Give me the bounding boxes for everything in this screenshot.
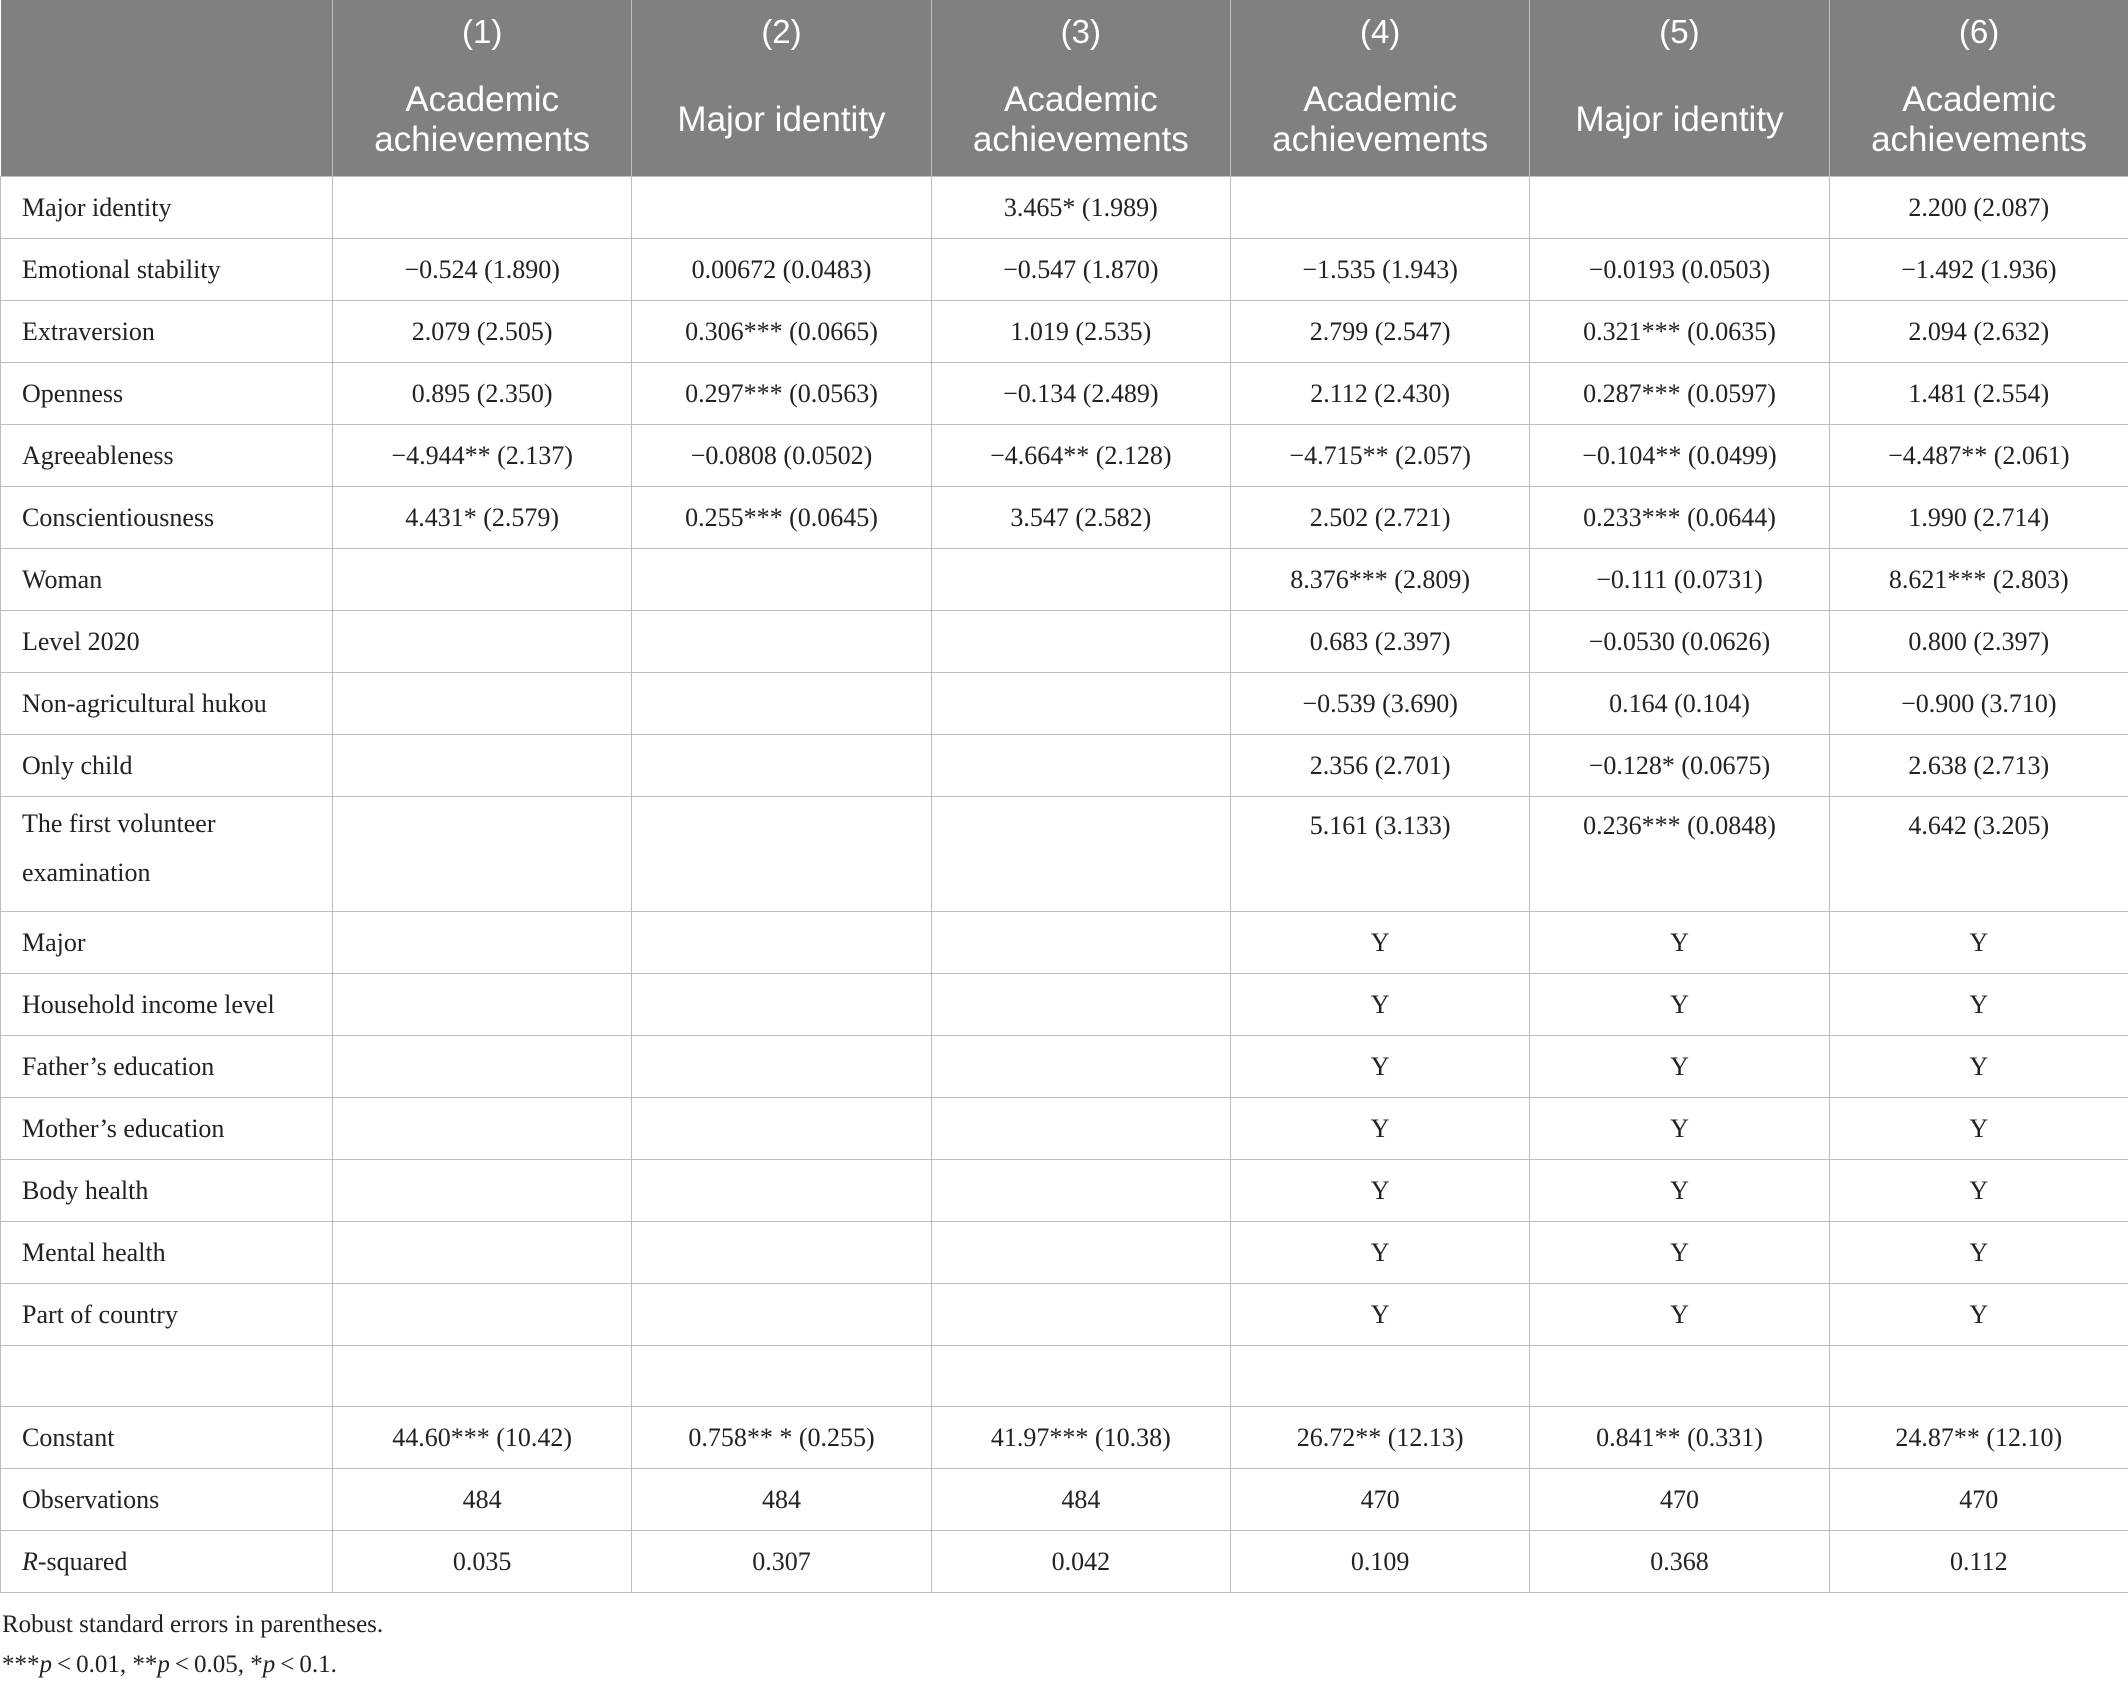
- row-label: Part of country: [1, 1284, 333, 1346]
- table-cell: [632, 797, 931, 912]
- table-row: [1, 301, 2128, 363]
- table-cell: [931, 974, 1230, 1036]
- table-cell: [333, 912, 632, 974]
- table-cell: Y: [1230, 1222, 1529, 1284]
- table-cell: 0.042: [931, 1531, 1230, 1593]
- sig-stars-2: **: [132, 1651, 157, 1678]
- column-number: (5): [1530, 0, 1829, 63]
- table-cell: [632, 1160, 931, 1222]
- table-cell: [931, 611, 1230, 673]
- table-cell: Y: [1829, 1222, 2128, 1284]
- table-cell: 0.683 (2.397): [1230, 611, 1529, 673]
- table-cell: 4.642 (3.205): [1829, 797, 2128, 912]
- table-cell: Y: [1230, 1284, 1529, 1346]
- table-cell: 2.094 (2.632): [1829, 301, 2128, 363]
- table-cell: [1230, 177, 1529, 239]
- table-cell: 0.321*** (0.0635): [1530, 301, 1829, 363]
- table-cell: [1530, 1346, 1829, 1407]
- table-cell: −0.0808 (0.0502): [632, 425, 931, 487]
- table-cell: Y: [1530, 1098, 1829, 1160]
- table-cell: [931, 673, 1230, 735]
- p-italic: p: [40, 1651, 53, 1678]
- table-row: [1, 425, 2128, 487]
- table-cell: [333, 1098, 632, 1160]
- table-cell: [333, 797, 632, 912]
- table-cell: Y: [1829, 1098, 2128, 1160]
- table-cell: [632, 912, 931, 974]
- column-dependent-variable: Major identity: [1530, 63, 1829, 177]
- table-cell: 4.431* (2.579): [333, 487, 632, 549]
- table-cell: 0.109: [1230, 1531, 1529, 1593]
- table-cell: [931, 797, 1230, 912]
- r-italic: R: [22, 1547, 38, 1576]
- table-row: [1, 611, 2128, 673]
- column-number: (1): [333, 0, 632, 63]
- table-cell: [1230, 1346, 1529, 1407]
- table-cell: [632, 177, 931, 239]
- row-label: Openness: [1, 363, 333, 425]
- table-cell: 2.112 (2.430): [1230, 363, 1529, 425]
- table-cell: −0.0530 (0.0626): [1530, 611, 1829, 673]
- table-cell: −0.134 (2.489): [931, 363, 1230, 425]
- table-cell: 0.00672 (0.0483): [632, 239, 931, 301]
- table-cell: Y: [1530, 1036, 1829, 1098]
- table-cell: 2.638 (2.713): [1829, 735, 2128, 797]
- table-cell: [333, 1036, 632, 1098]
- table-cell: 8.376*** (2.809): [1230, 549, 1529, 611]
- table-cell: 44.60*** (10.42): [333, 1407, 632, 1469]
- table-cell: 470: [1230, 1469, 1529, 1531]
- row-label: Non-agricultural hukou: [1, 673, 333, 735]
- sig-threshold-1: < 0.01,: [52, 1651, 132, 1678]
- table-row: [1, 1222, 2128, 1284]
- table-cell: Y: [1829, 912, 2128, 974]
- table-cell: [1530, 177, 1829, 239]
- table-cell: [333, 611, 632, 673]
- table-cell: [333, 1346, 632, 1407]
- table-cell: −4.715** (2.057): [1230, 425, 1529, 487]
- sig-stars-3: *: [250, 1651, 263, 1678]
- table-cell: 1.990 (2.714): [1829, 487, 2128, 549]
- table-cell: 0.895 (2.350): [333, 363, 632, 425]
- table-cell: 0.841** (0.331): [1530, 1407, 1829, 1469]
- row-label: Conscientiousness: [1, 487, 333, 549]
- table-cell: −4.487** (2.061): [1829, 425, 2128, 487]
- table-notes: [0, 1605, 2128, 1685]
- table-cell: −1.535 (1.943): [1230, 239, 1529, 301]
- table-cell: Y: [1230, 1160, 1529, 1222]
- header-corner-cell: [1, 63, 333, 177]
- table-cell: 5.161 (3.133): [1230, 797, 1529, 912]
- table-cell: [931, 1036, 1230, 1098]
- table-cell: Y: [1829, 1284, 2128, 1346]
- table-cell: Y: [1530, 912, 1829, 974]
- table-cell: 0.306*** (0.0665): [632, 301, 931, 363]
- table-cell: 0.800 (2.397): [1829, 611, 2128, 673]
- row-label: Household income level: [1, 974, 333, 1036]
- row-label: Level 2020: [1, 611, 333, 673]
- table-cell: [333, 735, 632, 797]
- sig-threshold-3: < 0.1.: [275, 1651, 337, 1678]
- table-cell: 484: [632, 1469, 931, 1531]
- table-cell: [632, 974, 931, 1036]
- column-dependent-variable: Academic achievements: [1829, 63, 2128, 177]
- table-cell: [632, 673, 931, 735]
- table-row: [1, 1160, 2128, 1222]
- table-cell: −1.492 (1.936): [1829, 239, 2128, 301]
- table-cell: [333, 177, 632, 239]
- table-cell: [333, 974, 632, 1036]
- table-row: [1, 549, 2128, 611]
- table-cell: 484: [931, 1469, 1230, 1531]
- column-number: (3): [931, 0, 1230, 63]
- table-header: [1, 0, 2128, 177]
- table-cell: −4.944** (2.137): [333, 425, 632, 487]
- table-cell: 0.368: [1530, 1531, 1829, 1593]
- header-corner-cell: [1, 0, 333, 63]
- row-label: Extraversion: [1, 301, 333, 363]
- table-cell: [931, 1222, 1230, 1284]
- table-row: [1, 363, 2128, 425]
- row-label: Constant: [1, 1407, 333, 1469]
- table-cell: [1829, 1346, 2128, 1407]
- table-cell: 2.356 (2.701): [1230, 735, 1529, 797]
- table-row: [1, 239, 2128, 301]
- table-cell: [632, 549, 931, 611]
- table-row: [1, 673, 2128, 735]
- p-italic: p: [157, 1651, 170, 1678]
- table-cell: [333, 1284, 632, 1346]
- table-cell: [931, 1160, 1230, 1222]
- row-label-r-squared: [1, 1531, 333, 1593]
- table-row: [1, 1036, 2128, 1098]
- table-cell: −4.664** (2.128): [931, 425, 1230, 487]
- table-row: [1, 487, 2128, 549]
- table-cell: 0.236*** (0.0848): [1530, 797, 1829, 912]
- table-cell: 3.547 (2.582): [931, 487, 1230, 549]
- sig-threshold-2: < 0.05,: [170, 1651, 250, 1678]
- row-label: Emotional stability: [1, 239, 333, 301]
- table-cell: 0.287*** (0.0597): [1530, 363, 1829, 425]
- table-cell: [333, 1222, 632, 1284]
- table-row: [1, 735, 2128, 797]
- sig-stars-1: ***: [2, 1651, 40, 1678]
- note-robust-se: Robust standard errors in parentheses.: [2, 1605, 2128, 1645]
- table-cell: 1.019 (2.535): [931, 301, 1230, 363]
- table-cell: 470: [1829, 1469, 2128, 1531]
- table-cell: Y: [1530, 1222, 1829, 1284]
- table-cell: Y: [1530, 1284, 1829, 1346]
- table-cell: [333, 1160, 632, 1222]
- table-cell: [931, 1346, 1230, 1407]
- row-label: Woman: [1, 549, 333, 611]
- column-dependent-variable: Academic achievements: [333, 63, 632, 177]
- table-cell: 484: [333, 1469, 632, 1531]
- row-label: Mental health: [1, 1222, 333, 1284]
- table-row: [1, 974, 2128, 1036]
- column-number: (4): [1230, 0, 1529, 63]
- row-label: Father’s education: [1, 1036, 333, 1098]
- table-cell: 470: [1530, 1469, 1829, 1531]
- column-dependent-variable: Academic achievements: [931, 63, 1230, 177]
- table-cell: Y: [1230, 912, 1529, 974]
- table-cell: −0.111 (0.0731): [1530, 549, 1829, 611]
- table-row: [1, 1346, 2128, 1407]
- table-cell: 0.035: [333, 1531, 632, 1593]
- table-cell: Y: [1230, 1098, 1529, 1160]
- header-row-dependent-variables: [1, 63, 2128, 177]
- header-row-column-numbers: [1, 0, 2128, 63]
- table-cell: Y: [1230, 1036, 1529, 1098]
- table-cell: [632, 1284, 931, 1346]
- p-italic: p: [263, 1651, 276, 1678]
- table-cell: Y: [1530, 974, 1829, 1036]
- r-squared-suffix: -squared: [38, 1547, 128, 1576]
- table-cell: −0.900 (3.710): [1829, 673, 2128, 735]
- table-cell: 0.297*** (0.0563): [632, 363, 931, 425]
- table-cell: Y: [1230, 974, 1529, 1036]
- table-cell: 0.255*** (0.0645): [632, 487, 931, 549]
- note-significance: [2, 1645, 2128, 1685]
- table-cell: 2.079 (2.505): [333, 301, 632, 363]
- table-cell: 1.481 (2.554): [1829, 363, 2128, 425]
- column-dependent-variable: Major identity: [632, 63, 931, 177]
- row-label: Major: [1, 912, 333, 974]
- table-cell: [931, 549, 1230, 611]
- table-cell: [632, 1222, 931, 1284]
- table-row: [1, 1469, 2128, 1531]
- table-cell: 3.465* (1.989): [931, 177, 1230, 239]
- table-cell: −0.0193 (0.0503): [1530, 239, 1829, 301]
- table-cell: [632, 1346, 931, 1407]
- table-cell: [931, 1098, 1230, 1160]
- table-cell: Y: [1530, 1160, 1829, 1222]
- row-label: Body health: [1, 1160, 333, 1222]
- table-cell: [931, 1284, 1230, 1346]
- table-cell: 41.97*** (10.38): [931, 1407, 1230, 1469]
- table-row: [1, 912, 2128, 974]
- table-cell: 2.502 (2.721): [1230, 487, 1529, 549]
- table-cell: 2.200 (2.087): [1829, 177, 2128, 239]
- table-cell: 26.72** (12.13): [1230, 1407, 1529, 1469]
- row-label: The first volunteer examination: [1, 797, 333, 912]
- table-cell: −0.524 (1.890): [333, 239, 632, 301]
- column-number: (6): [1829, 0, 2128, 63]
- table-cell: [931, 735, 1230, 797]
- table-row: [1, 1407, 2128, 1469]
- row-label: Only child: [1, 735, 333, 797]
- table-cell: −0.547 (1.870): [931, 239, 1230, 301]
- table-row: [1, 177, 2128, 239]
- table-cell: −0.539 (3.690): [1230, 673, 1529, 735]
- row-label: [1, 1346, 333, 1407]
- table-cell: [632, 735, 931, 797]
- table-cell: [632, 1036, 931, 1098]
- row-label: Mother’s education: [1, 1098, 333, 1160]
- table-cell: 8.621*** (2.803): [1829, 549, 2128, 611]
- table-row: [1, 1098, 2128, 1160]
- table-cell: [333, 549, 632, 611]
- table-cell: 0.233*** (0.0644): [1530, 487, 1829, 549]
- row-label: Observations: [1, 1469, 333, 1531]
- table-cell: 2.799 (2.547): [1230, 301, 1529, 363]
- row-label: Major identity: [1, 177, 333, 239]
- table-cell: 24.87** (12.10): [1829, 1407, 2128, 1469]
- table-cell: Y: [1829, 1036, 2128, 1098]
- table-cell: −0.104** (0.0499): [1530, 425, 1829, 487]
- table-cell: [632, 1098, 931, 1160]
- table-row: [1, 1284, 2128, 1346]
- table-cell: −0.128* (0.0675): [1530, 735, 1829, 797]
- table-cell: 0.112: [1829, 1531, 2128, 1593]
- table-cell: Y: [1829, 974, 2128, 1036]
- table-cell: Y: [1829, 1160, 2128, 1222]
- table-cell: [931, 912, 1230, 974]
- table-cell: [632, 611, 931, 673]
- column-dependent-variable: Academic achievements: [1230, 63, 1529, 177]
- table-cell: 0.758** * (0.255): [632, 1407, 931, 1469]
- table-row: [1, 797, 2128, 912]
- column-number: (2): [632, 0, 931, 63]
- table-cell: 0.164 (0.104): [1530, 673, 1829, 735]
- table-row-r-squared: [1, 1531, 2128, 1593]
- row-label: Agreeableness: [1, 425, 333, 487]
- table-body: [1, 177, 2128, 1593]
- table-cell: 0.307: [632, 1531, 931, 1593]
- table-cell: [333, 673, 632, 735]
